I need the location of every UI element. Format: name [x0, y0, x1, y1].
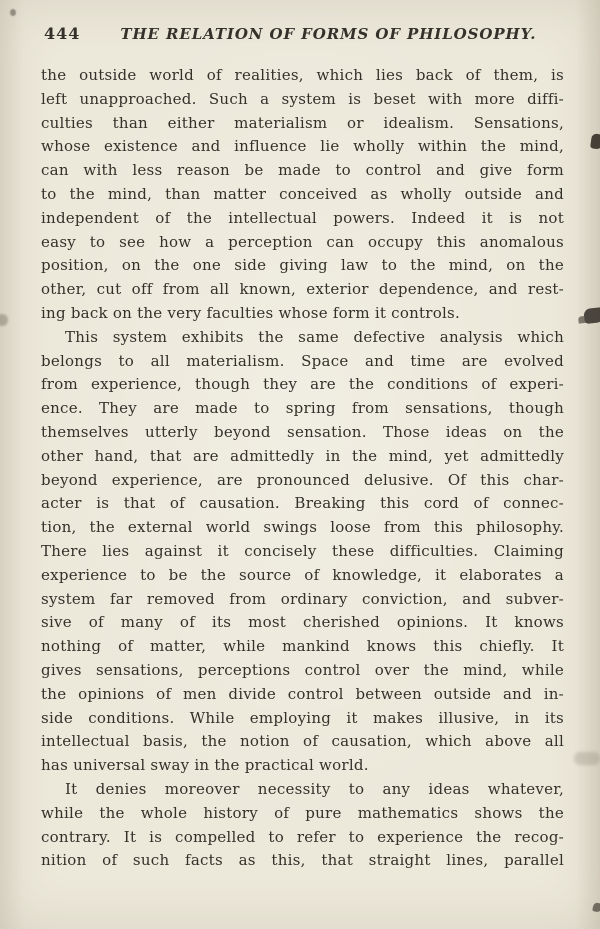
text-line: other hand, that are admittedly in the mind, yet admittedly: [41, 446, 564, 465]
text-line: tion, the external world swings loose from this philosophy.: [41, 518, 564, 537]
text-line: independent of the intellectual powers. Indeed it is not: [41, 208, 564, 227]
text-line: sive of many of its most cherished opinions. It knows: [41, 613, 564, 632]
text-line: belongs to all materialism. Space and time are evolved: [41, 351, 564, 370]
text-line: the outside world of realities, which lies back of them, is: [41, 66, 564, 84]
text-line: has universal sway in the practical world.: [41, 756, 369, 775]
text-line: the opinions of men divide control between outside and in-: [41, 684, 564, 703]
text-line: contrary. It is compelled to refer to experience the recog-: [41, 827, 564, 846]
text-line: to the mind, than matter conceived as wholly outside and: [41, 184, 564, 203]
text-line: whose existence and influence lie wholly within the mind,: [41, 137, 564, 156]
text-line: culties than either materialism or idealism. Sensations,: [41, 113, 564, 132]
page-number: 444: [44, 24, 81, 43]
scan-artifact: [0, 314, 8, 326]
text-line: intellectual basis, the notion of causation, which above all: [41, 732, 564, 751]
text-line: themselves utterly beyond sensation. Those ideas on the: [41, 422, 564, 441]
text-line: other, cut off from all known, exterior dependence, and rest-: [41, 280, 564, 299]
text-line: left unapproached. Such a system is beset with more diffi-: [41, 89, 564, 108]
scan-artifact: [583, 307, 600, 324]
text-line: gives sensations, perceptions control over the mind, while: [41, 660, 564, 679]
text-line: ence. They are made to spring from sensations, though: [41, 399, 564, 418]
scan-artifact: [10, 9, 16, 16]
text-line: nothing of matter, while mankind knows this chiefly. It: [41, 637, 564, 656]
text-line: nition of such facts as this, that straight lines, parallel: [41, 851, 564, 870]
page-header: [44, 24, 562, 43]
text-line: experience to be the source of knowledge, it elaborates a: [41, 565, 564, 584]
text-line: It denies moreover necessity to any ideas whatever,: [65, 779, 564, 798]
scan-artifact: [592, 902, 600, 913]
scan-artifact: [590, 133, 600, 150]
text-line: can with less reason be made to control and give form: [41, 161, 564, 180]
text-line: ing back on the very faculties whose form it controls.: [41, 303, 461, 322]
text-line: There lies against it concisely these difficulties. Claiming: [41, 541, 564, 560]
text-line: easy to see how a perception can occupy this anomalous: [41, 232, 564, 251]
text-line: beyond experience, are pronounced delusive. Of this char-: [41, 470, 564, 489]
scan-artifact: [574, 752, 600, 765]
text-line: while the whole history of pure mathematics shows the: [41, 803, 564, 822]
text-line: system far removed from ordinary conviction, and subver-: [41, 589, 564, 608]
text-line: from experience, though they are the conditions of experi-: [41, 375, 564, 394]
text-line: This system exhibits the same defective analysis which: [65, 327, 564, 346]
page-text: [41, 64, 564, 873]
text-line: side conditions. While employing it makes illusive, in its: [41, 708, 564, 727]
text-line: acter is that of causation. Breaking this cord of connec-: [41, 494, 564, 513]
running-title: THE RELATION OF FORMS OF PHILOSOPHY.: [120, 25, 537, 43]
text-line: position, on the one side giving law to the mind, on the: [41, 256, 564, 275]
